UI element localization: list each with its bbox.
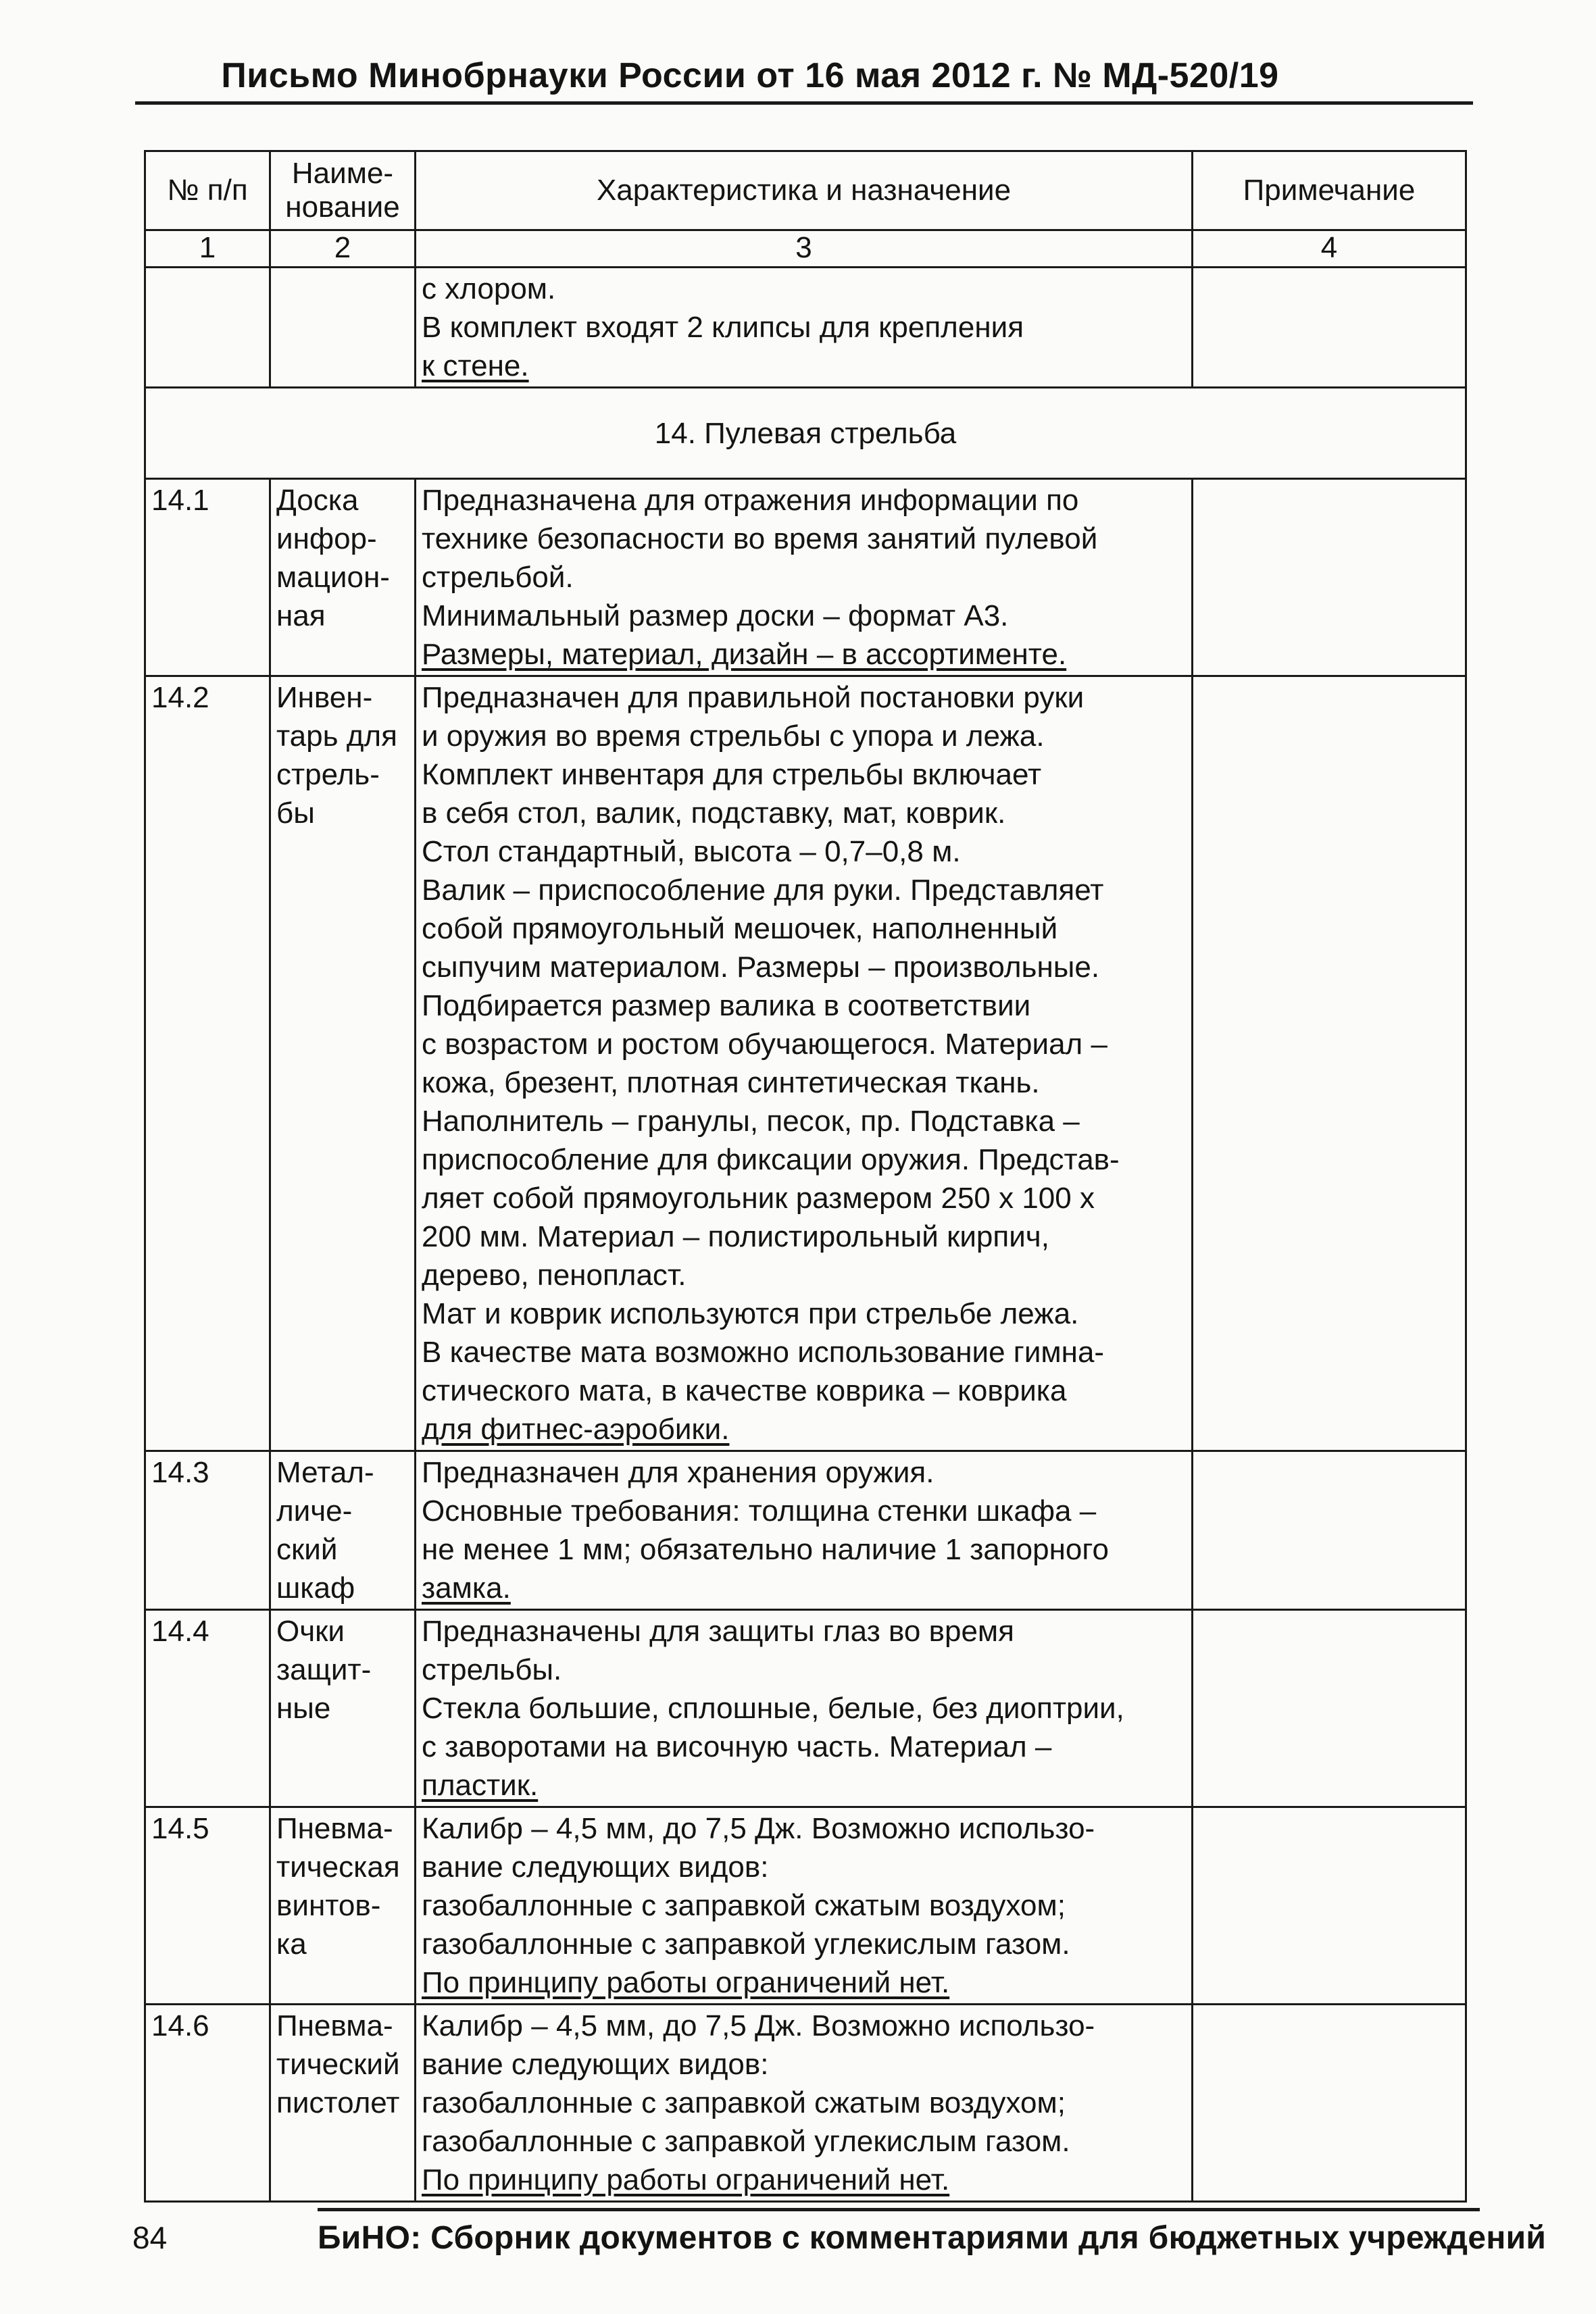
- header-name-line-1: Наиме-: [291, 157, 394, 190]
- item-description: [416, 2005, 1193, 2202]
- desc-line: дерево, пенопласт.: [422, 1259, 687, 1292]
- header-name: [270, 151, 416, 230]
- desc-line: Наполнитель – гранулы, песок, пр. Подставка –: [422, 1105, 1080, 1138]
- item-name-line: Очки: [276, 1615, 345, 1648]
- desc-line: Мат и коврик используются при стрельбе лежа.: [422, 1297, 1079, 1330]
- item-description: [416, 1807, 1193, 2005]
- item-name: [270, 2005, 416, 2202]
- item-name-line: винтов-: [276, 1889, 381, 1922]
- desc-line: Предназначены для защиты глаз во время: [422, 1615, 1014, 1648]
- desc-line: газобаллонные с заправкой углекислым газом.: [422, 1928, 1070, 1961]
- desc-line: Комплект инвентаря для стрельбы включает: [422, 758, 1042, 791]
- desc-line: пластик.: [422, 1769, 539, 1802]
- item-name-line: Пневма-: [276, 2009, 393, 2042]
- desc-line: вание следующих видов:: [422, 1851, 769, 1884]
- desc-line: В качестве мата возможно использование гимна-: [422, 1336, 1105, 1369]
- item-name-line: тическая: [276, 1851, 400, 1884]
- desc-line: с хлором.: [422, 272, 556, 305]
- item-name-line: стрель-: [276, 758, 380, 791]
- item-name: [270, 1610, 416, 1807]
- desc-line: с возрастом и ростом обучающегося. Материал –: [422, 1028, 1107, 1061]
- footer-publication-title: БиНО: Сборник документов с комментариями для бюджетных учреждений: [318, 2220, 1547, 2256]
- item-name-line: Метал-: [276, 1456, 374, 1489]
- continued-name-cell: [270, 268, 416, 388]
- item-description: [416, 1610, 1193, 1807]
- item-note: [1193, 1610, 1466, 1807]
- column-number: 2: [270, 230, 416, 268]
- desc-line: приспособление для фиксации оружия. Представ-: [422, 1143, 1120, 1176]
- header-characteristics: Характеристика и назначение: [416, 151, 1193, 230]
- item-number: 14.1: [145, 479, 270, 676]
- desc-line: Минимальный размер доски – формат А3.: [422, 599, 1009, 632]
- desc-line: газобаллонные с заправкой сжатым воздухом;: [422, 1889, 1066, 1922]
- item-name-line: Доска: [276, 484, 359, 517]
- desc-line: газобаллонные с заправкой углекислым газом.: [422, 2125, 1070, 2158]
- continued-desc-cell: [416, 268, 1193, 388]
- column-number: 1: [145, 230, 270, 268]
- running-title: Письмо Минобрнауки России от 16 мая 2012 г. № МД-520/19: [221, 56, 1279, 95]
- table-row: [145, 676, 1466, 1451]
- item-name: [270, 1451, 416, 1610]
- desc-line: Калибр – 4,5 мм, до 7,5 Дж. Возможно использо-: [422, 1812, 1095, 1845]
- header-note: Примечание: [1193, 151, 1466, 230]
- item-description: [416, 676, 1193, 1451]
- table-body: [145, 479, 1466, 2202]
- item-name-line: мацион-: [276, 561, 390, 594]
- item-description: [416, 1451, 1193, 1610]
- desc-line: По принципу работы ограничений нет.: [422, 2163, 950, 2196]
- header-number: № п/п: [145, 151, 270, 230]
- item-note: [1193, 1451, 1466, 1610]
- item-name-line: Инвен-: [276, 681, 373, 714]
- desc-line: Размеры, материал, дизайн – в ассортименте.: [422, 638, 1067, 671]
- desc-line: В комплект входят 2 клипсы для крепления: [422, 311, 1024, 344]
- desc-line: в себя стол, валик, подставку, мат, коврик.: [422, 797, 1006, 830]
- desc-line: сыпучим материалом. Размеры – произвольные.: [422, 951, 1100, 984]
- footer-rule: [318, 2208, 1480, 2211]
- item-note: [1193, 2005, 1466, 2202]
- item-name-line: ский: [276, 1533, 338, 1566]
- item-number: 14.4: [145, 1610, 270, 1807]
- item-name-line: защит-: [276, 1653, 372, 1686]
- item-number: 14.5: [145, 1807, 270, 2005]
- continued-num-cell: [145, 268, 270, 388]
- desc-line: собой прямоугольный мешочек, наполненный: [422, 912, 1058, 945]
- table-header-row: [145, 151, 1466, 230]
- desc-line: стического мата, в качестве коврика – коврика: [422, 1374, 1067, 1407]
- desc-line: с заворотами на височную часть. Материал –: [422, 1730, 1052, 1763]
- table-row: [145, 1610, 1466, 1807]
- desc-line: Основные требования: толщина стенки шкафа –: [422, 1494, 1097, 1528]
- desc-line: Предназначена для отражения информации по: [422, 484, 1079, 517]
- desc-line: замка.: [422, 1571, 511, 1605]
- desc-line: По принципу работы ограничений нет.: [422, 1966, 950, 1999]
- item-name-line: тический: [276, 2048, 400, 2081]
- desc-line: Калибр – 4,5 мм, до 7,5 Дж. Возможно использо-: [422, 2009, 1095, 2042]
- equipment-table: [144, 150, 1467, 2203]
- page-number: 84: [132, 2220, 168, 2255]
- item-name-line: инфор-: [276, 522, 377, 555]
- desc-line: стрельбы.: [422, 1653, 562, 1686]
- item-number: 14.2: [145, 676, 270, 1451]
- desc-line: Стол стандартный, высота – 0,7–0,8 м.: [422, 835, 961, 868]
- column-number: 3: [416, 230, 1193, 268]
- header-rule: [135, 101, 1473, 105]
- section-row: [145, 388, 1466, 479]
- column-numbers-row: [145, 230, 1466, 268]
- section-title: 14. Пулевая стрельба: [145, 388, 1466, 479]
- item-note: [1193, 479, 1466, 676]
- desc-line: Стекла большие, сплошные, белые, без диоптрии,: [422, 1692, 1124, 1725]
- item-note: [1193, 676, 1466, 1451]
- table-row: [145, 479, 1466, 676]
- desc-line: газобаллонные с заправкой сжатым воздухом;: [422, 2086, 1066, 2119]
- item-name-line: пистолет: [276, 2086, 400, 2119]
- item-name-line: ные: [276, 1692, 331, 1725]
- item-name-line: бы: [276, 797, 315, 830]
- desc-line: технике безопасности во время занятий пулевой: [422, 522, 1098, 555]
- desc-line: кожа, брезент, плотная синтетическая ткань.: [422, 1066, 1040, 1099]
- desc-line: стрельбой.: [422, 561, 574, 594]
- item-name-line: ка: [276, 1928, 307, 1961]
- desc-line: 200 мм. Материал – полистирольный кирпич,: [422, 1220, 1049, 1253]
- desc-line: Предназначен для хранения оружия.: [422, 1456, 934, 1489]
- desc-line: Предназначен для правильной постановки руки: [422, 681, 1084, 714]
- desc-line: Подбирается размер валика в соответствии: [422, 989, 1031, 1022]
- table-row: [145, 1807, 1466, 2005]
- item-name-line: шкаф: [276, 1571, 355, 1605]
- item-name-line: тарь для: [276, 720, 397, 753]
- table-row: [145, 2005, 1466, 2202]
- table-row: [145, 1451, 1466, 1610]
- desc-line: и оружия во время стрельбы с упора и лежа.: [422, 720, 1045, 753]
- item-name-line: Пневма-: [276, 1812, 393, 1845]
- item-name: [270, 479, 416, 676]
- desc-line: не менее 1 мм; обязательно наличие 1 запорного: [422, 1533, 1109, 1566]
- header-name-line-2: нование: [285, 191, 400, 224]
- continued-row: [145, 268, 1466, 388]
- item-note: [1193, 1807, 1466, 2005]
- desc-line: к стене.: [422, 349, 529, 382]
- desc-line: вание следующих видов:: [422, 2048, 769, 2081]
- item-name-line: личе-: [276, 1494, 353, 1528]
- desc-line: Валик – приспособление для руки. Представляет: [422, 874, 1104, 907]
- desc-line: для фитнес-аэробики.: [422, 1413, 730, 1446]
- item-number: 14.6: [145, 2005, 270, 2202]
- desc-line: ляет собой прямоугольник размером 250 х 100 х: [422, 1182, 1095, 1215]
- item-number: 14.3: [145, 1451, 270, 1610]
- item-name-line: ная: [276, 599, 326, 632]
- item-name: [270, 676, 416, 1451]
- item-description: [416, 479, 1193, 676]
- column-number: 4: [1193, 230, 1466, 268]
- item-name: [270, 1807, 416, 2005]
- continued-note-cell: [1193, 268, 1466, 388]
